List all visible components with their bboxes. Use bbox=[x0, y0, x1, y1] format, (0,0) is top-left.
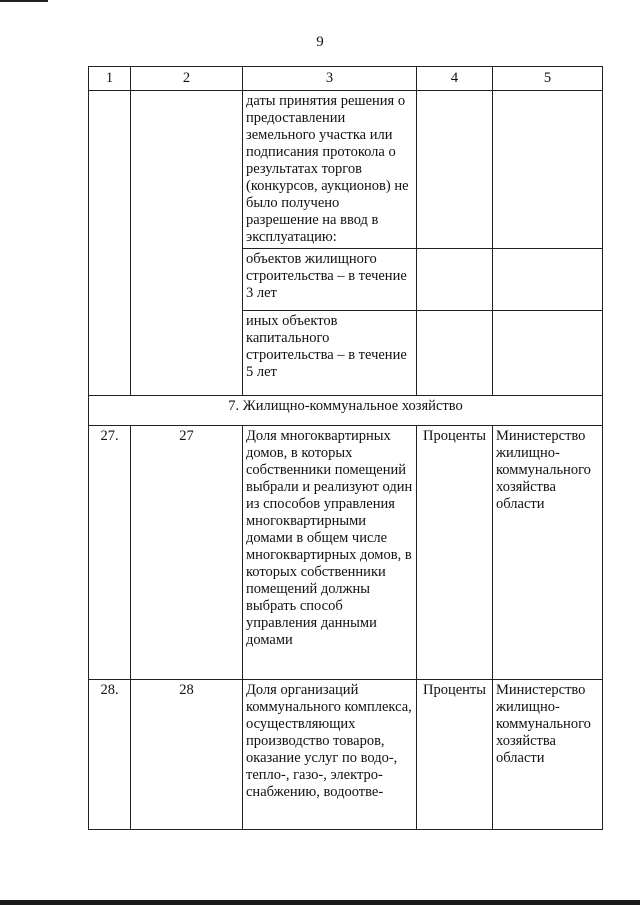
cell-responsible: Министерство жилищно-коммунального хозяйства области bbox=[493, 426, 603, 680]
indicators-table bbox=[88, 66, 603, 830]
column-header-row bbox=[89, 67, 603, 91]
section-row bbox=[89, 396, 603, 426]
cell-description: Доля организаций коммунального комплекса, осуществляющих производство товаров, оказание услуг по водо-, тепло-, газо-, электро-снабжению, водоотве- bbox=[243, 680, 417, 830]
cell-description: иных объектов капитального строительства – в течение 5 лет bbox=[243, 311, 417, 396]
table-row bbox=[89, 426, 603, 680]
page-number: 9 bbox=[316, 34, 324, 50]
cell-responsible bbox=[493, 311, 603, 396]
column-header: 1 bbox=[89, 67, 131, 91]
scan-edge-mark bbox=[0, 0, 48, 2]
cell-description: даты принятия решения о предоставлении земельного участка или подписания протокола о результатах торгов (конкурсов, аукционов) не было получено разрешение на ввод в эксплуатацию: bbox=[243, 91, 417, 249]
cell-num bbox=[89, 91, 131, 396]
cell-code: 27 bbox=[131, 426, 243, 680]
cell-code: 28 bbox=[131, 680, 243, 830]
column-header: 2 bbox=[131, 67, 243, 91]
cell-unit: Проценты bbox=[417, 680, 493, 830]
column-header: 5 bbox=[493, 67, 603, 91]
cell-unit bbox=[417, 311, 493, 396]
section-title: 7. Жилищно-коммунальное хозяйство bbox=[89, 396, 603, 426]
cell-num: 28. bbox=[89, 680, 131, 830]
scan-bottom-edge bbox=[0, 900, 640, 905]
cell-unit: Проценты bbox=[417, 426, 493, 680]
column-header: 4 bbox=[417, 67, 493, 91]
cell-unit bbox=[417, 91, 493, 249]
cell-description: объектов жилищного строительства – в течение 3 лет bbox=[243, 249, 417, 311]
cell-responsible bbox=[493, 249, 603, 311]
cell-unit bbox=[417, 249, 493, 311]
table-row bbox=[89, 680, 603, 830]
cell-responsible bbox=[493, 91, 603, 249]
cell-description: Доля многоквартирных домов, в которых собственники помещений выбрали и реализуют один из способов управления многоквартирными домами в общем числе многоквартирных домов, в которых собственники помещений должны выбрать способ управления данными домами bbox=[243, 426, 417, 680]
cell-num: 27. bbox=[89, 426, 131, 680]
table-row bbox=[89, 91, 603, 249]
cell-responsible: Министерство жилищно-коммунального хозяйства области bbox=[493, 680, 603, 830]
column-header: 3 bbox=[243, 67, 417, 91]
cell-code bbox=[131, 91, 243, 396]
